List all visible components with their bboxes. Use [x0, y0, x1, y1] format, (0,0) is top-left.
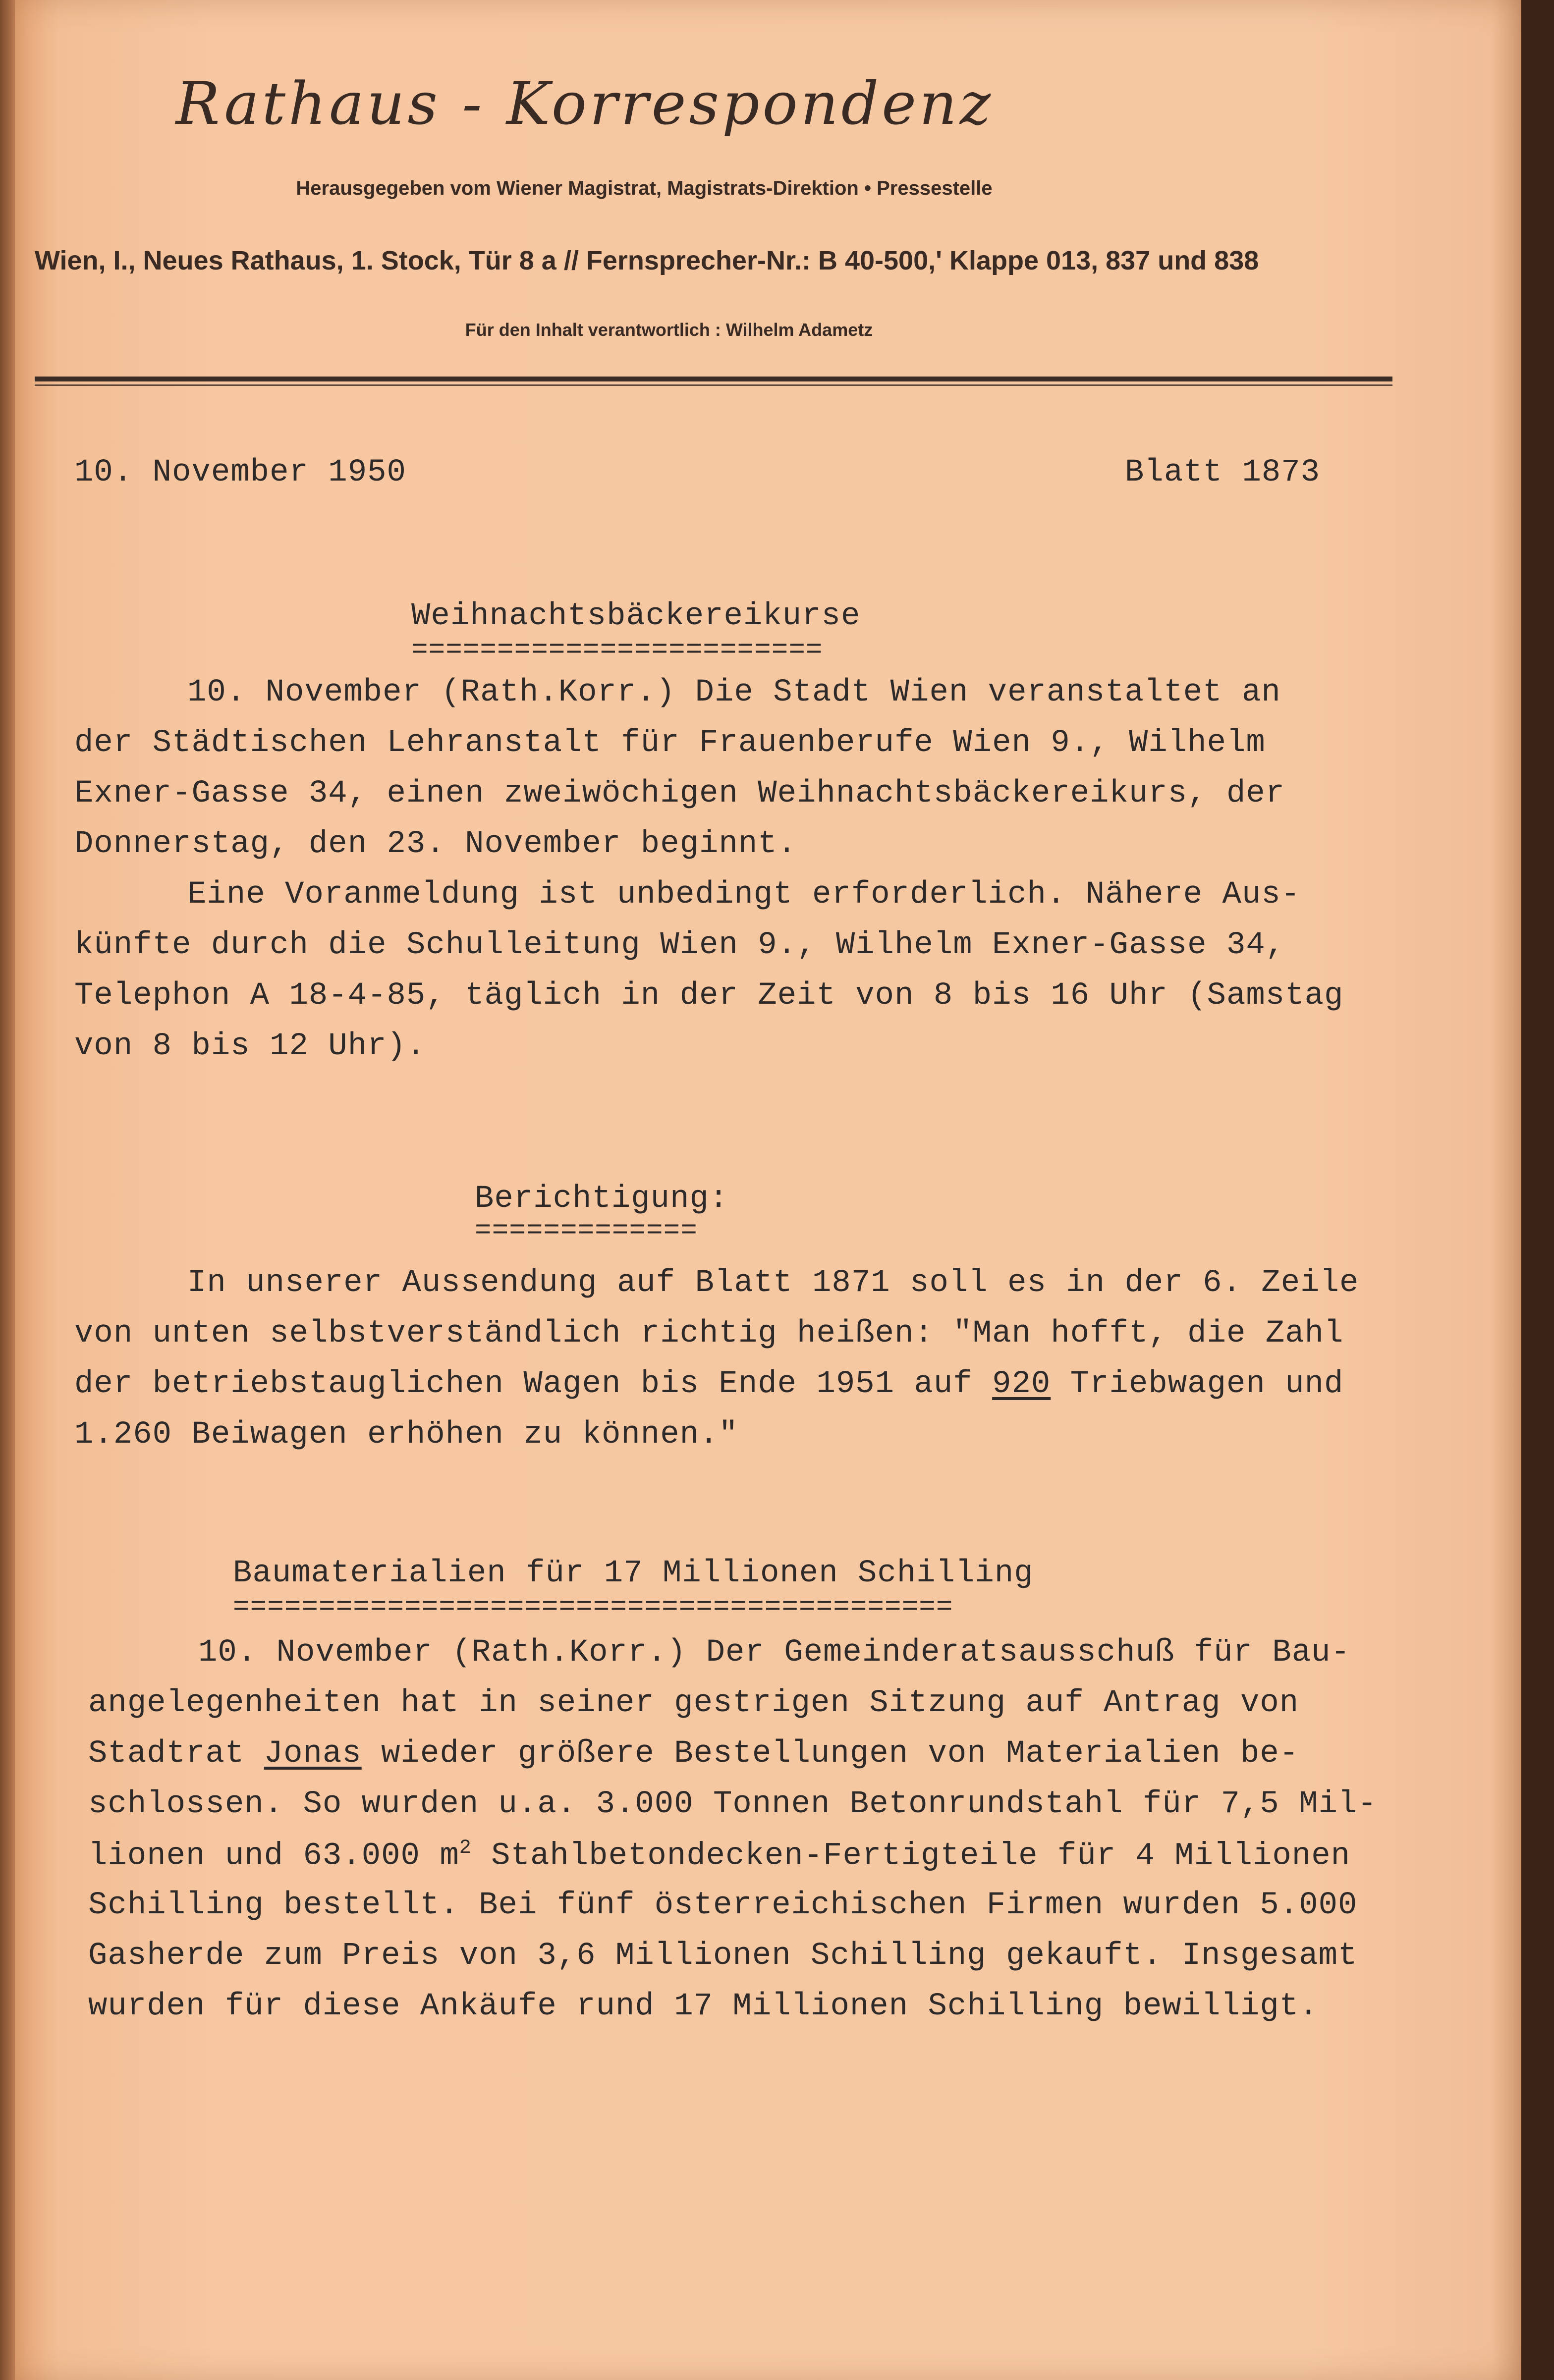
text-line — [88, 1837, 1350, 1874]
text-line: der Städtischen Lehranstalt für Frauenberufe Wien 9., Wilhelm — [74, 725, 1266, 761]
text-segment: der betriebstauglichen Wagen bis Ende 1951 auf — [74, 1366, 993, 1402]
publisher-line: Herausgegeben vom Wiener Magistrat, Magistrats-Direktion • Pressestelle — [296, 177, 993, 199]
text-line: angelegenheiten hat in seiner gestrigen Sitzung auf Antrag von — [88, 1685, 1299, 1721]
text-line: 10. November (Rath.Korr.) Die Stadt Wien veranstaltet an — [187, 675, 1281, 710]
text-segment: lionen und 63.000 m — [88, 1838, 459, 1874]
underlined-name: Jonas — [264, 1736, 362, 1772]
text-segment: Stadtrat — [88, 1736, 264, 1772]
article-heading: Berichtigung: — [475, 1181, 729, 1217]
text-line: von unten selbstverständlich richtig heißen: "Man hofft, die Zahl — [74, 1316, 1344, 1352]
article-heading: Weihnachtsbäckereikurse — [411, 598, 861, 634]
text-line: wurden für diese Ankäufe rund 17 Millionen Schilling bewilligt. — [88, 1989, 1319, 2024]
text-line: von 8 bis 12 Uhr). — [74, 1028, 426, 1064]
text-line: Gasherde zum Preis von 3,6 Millionen Schilling gekauft. Insgesamt — [88, 1938, 1358, 1974]
text-line: künfte durch die Schulleitung Wien 9., Wilhelm Exner-Gasse 34, — [74, 927, 1285, 963]
responsible-line: Für den Inhalt verantwortlich : Wilhelm Adametz — [465, 320, 873, 340]
heading-underline: ============= — [475, 1215, 698, 1246]
header-rule-thin — [35, 384, 1392, 386]
text-line: Eine Voranmeldung ist unbedingt erforderlich. Nähere Aus- — [187, 877, 1301, 913]
text-segment: wieder größere Bestellungen von Materialien be- — [361, 1736, 1299, 1772]
address-line: Wien, I., Neues Rathaus, 1. Stock, Tür 8 a // Fernsprecher-Nr.: B 40-500,' Klappe 013, 837 und 838 — [35, 246, 1259, 275]
text-line: Telephon A 18-4-85, täglich in der Zeit von 8 bis 16 Uhr (Samstag — [74, 978, 1344, 1014]
article-heading: Baumaterialien für 17 Millionen Schilling — [233, 1556, 1034, 1591]
date: 10. November 1950 — [74, 455, 406, 490]
text-line: schlossen. So wurden u.a. 3.000 Tonnen Betonrundstahl für 7,5 Mil- — [88, 1786, 1377, 1822]
text-line: Exner-Gasse 34, einen zweiwöchigen Weihnachtsbäckereikurs, der — [74, 776, 1285, 811]
text-segment: Stahlbetondecken-Fertigteile für 4 Millionen — [471, 1838, 1351, 1874]
text-segment: Triebwagen und — [1051, 1366, 1344, 1402]
text-line: In unserer Aussendung auf Blatt 1871 soll es in der 6. Zeile — [187, 1265, 1359, 1301]
sheet-number: Blatt 1873 — [1125, 455, 1321, 490]
text-line: 1.260 Beiwagen erhöhen zu können." — [74, 1417, 738, 1453]
masthead-title: Rathaus - Korrespondenz — [175, 69, 994, 138]
text-line — [74, 1366, 1343, 1402]
text-line: Donnerstag, den 23. November beginnt. — [74, 826, 797, 862]
text-line — [88, 1736, 1299, 1772]
heading-underline: ======================== — [411, 634, 823, 666]
superscript: 2 — [459, 1837, 472, 1859]
text-line: Schilling bestellt. Bei fünf österreichischen Firmen wurden 5.000 — [88, 1888, 1358, 1923]
header-rule — [35, 377, 1392, 381]
heading-underline: ========================================== — [233, 1591, 953, 1623]
underlined-number: 920 — [992, 1366, 1051, 1402]
text-line: 10. November (Rath.Korr.) Der Gemeinderatsausschuß für Bau- — [198, 1635, 1350, 1671]
